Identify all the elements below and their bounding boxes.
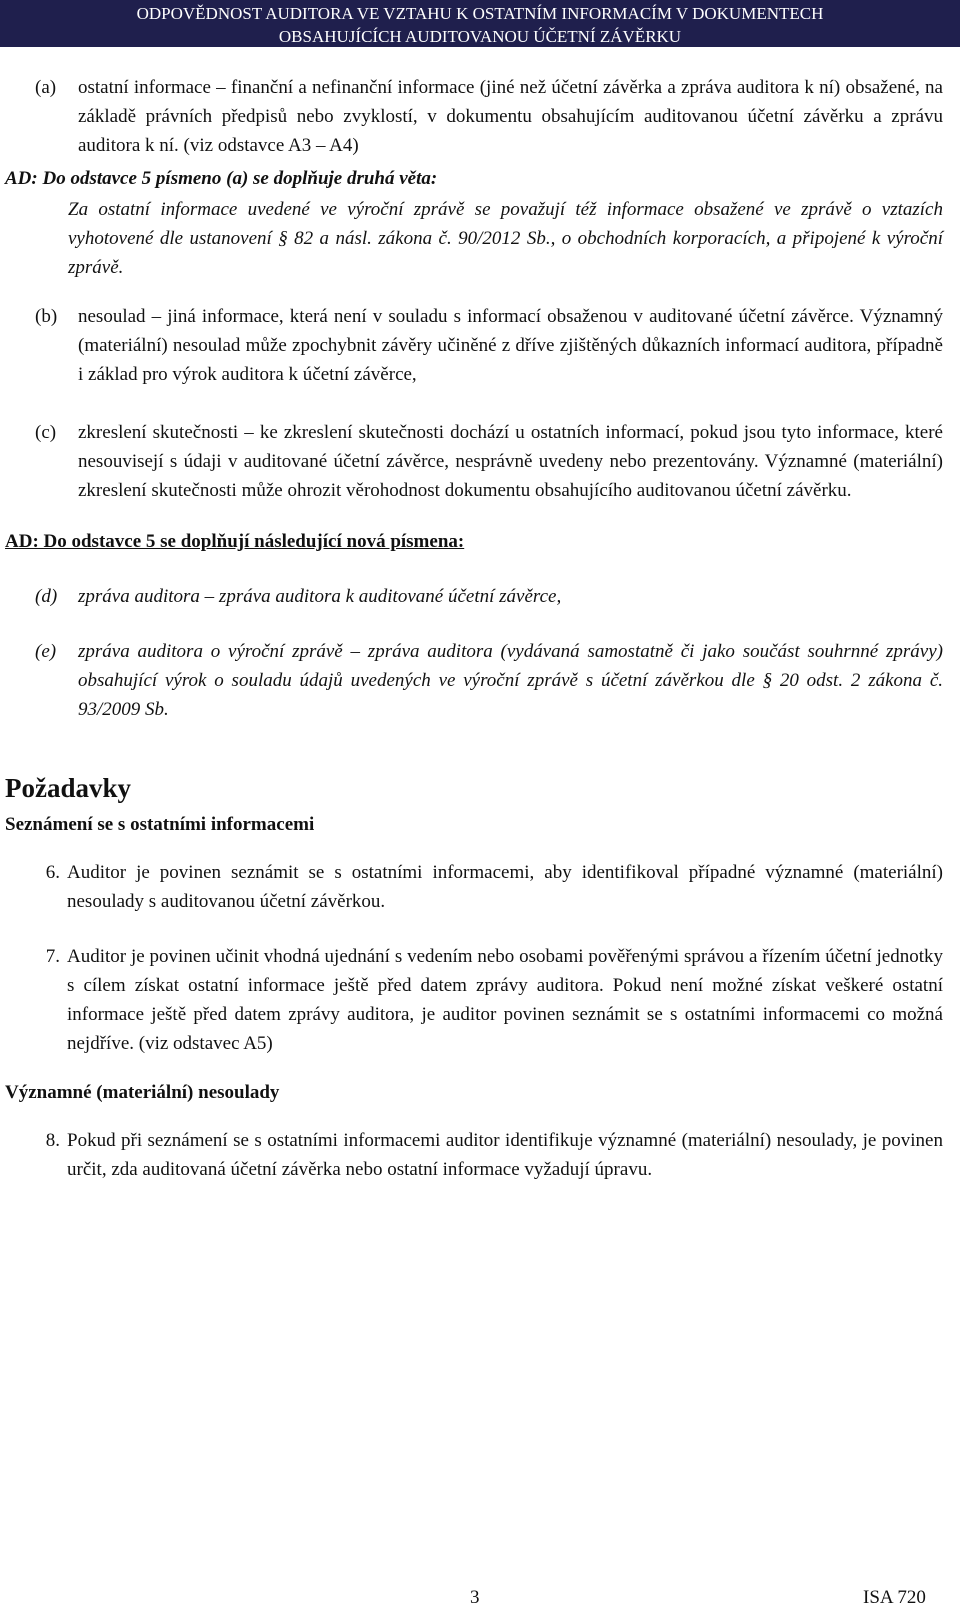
- ad-heading-1: AD: Do odstavce 5 písmeno (a) se doplňuje druhá věta:: [5, 168, 438, 189]
- paragraph-7: [5, 942, 943, 1058]
- definition-d-text: zpráva auditora – zpráva auditora k auditované účetní závěrce,: [78, 586, 562, 607]
- page-number: 3: [470, 1587, 480, 1608]
- paragraph-8-text: Pokud při seznámení se s ostatními informacemi auditor identifikuje významné (materiální) nesoulady, je povinen určit, zda auditovaná účetní závěrka nebo ostatní informace vyžadují úpravu.: [67, 1130, 943, 1180]
- paragraph-8: [5, 1126, 943, 1184]
- definition-c: [5, 418, 943, 505]
- header-line-1: ODPOVĚDNOST AUDITORA VE VZTAHU K OSTATNÍM INFORMACÍM V DOKUMENTECH: [136, 4, 824, 23]
- subsection-title-2: Významné (materiální) nesoulady: [5, 1082, 280, 1103]
- paragraph-6: [5, 858, 943, 916]
- definition-a: [5, 73, 943, 160]
- paragraph-6-text: Auditor je povinen seznámit se s ostatními informacemi, aby identifikoval případné významné (materiální) nesoulady s auditovanou účetní závěrkou.: [67, 862, 943, 912]
- paragraph-6-number: 6.: [45, 862, 60, 883]
- page-body: [0, 73, 960, 1184]
- definition-a-label: (a): [35, 77, 57, 98]
- paragraph-7-text: Auditor je povinen učinit vhodná ujednání s vedením nebo osobami pověřenými správou a řízením účetní jednotky s cílem získat ostatní informace ještě před datem zprávy auditora. Pokud není možné získat veškeré ostatní informace ještě před datem zprávy auditora, je auditor povinen seznámit se s ostatními informacemi co možná nejdříve. (viz odstavec A5): [67, 946, 943, 1054]
- paragraph-7-number: 7.: [45, 946, 60, 967]
- section-title: Požadavky: [5, 773, 132, 803]
- document-header: [0, 0, 960, 47]
- standard-id: ISA 720: [863, 1587, 926, 1608]
- definition-b: [5, 302, 943, 389]
- subsection-title-1: Seznámení se s ostatními informacemi: [5, 814, 315, 835]
- definition-e-label: (e): [35, 641, 57, 662]
- paragraph-8-number: 8.: [45, 1130, 60, 1151]
- ad-text-1: Za ostatní informace uvedené ve výroční zprávě se považují též informace obsažené ve zprávě o vztazích vyhotovené dle ustanovení § 82 a násl. zákona č. 90/2012 Sb., o obchodních korporacích, a připojené k výroční zprávě.: [68, 199, 943, 278]
- definition-b-label: (b): [35, 306, 58, 327]
- definition-d-label: (d): [35, 586, 58, 607]
- definition-e: [5, 637, 943, 724]
- header-line-2: OBSAHUJÍCÍCH AUDITOVANOU ÚČETNÍ ZÁVĚRKU: [278, 27, 682, 46]
- definition-a-text: ostatní informace – finanční a nefinanční informace (jiné než účetní závěrka a zpráva auditora k ní) obsažené, na základě právních předpisů nebo zvyklostí, v dokumentu obsahujícím auditovanou účetní závěrku a zprávu auditora k ní. (viz odstavce A3 – A4): [78, 77, 943, 156]
- definition-c-label: (c): [35, 422, 57, 443]
- ad-heading-2: AD: Do odstavce 5 se doplňují následující nová písmena:: [5, 531, 465, 552]
- definition-c-text: zkreslení skutečnosti – ke zkreslení skutečnosti dochází u ostatních informací, pokud jsou tyto informace, které nesouvisejí s údaji v auditované účetní závěrce, nesprávně uvedeny nebo prezentovány. Významné (materiální) zkreslení skutečnosti může ohrozit věrohodnost dokumentu obsahujícího auditovanou účetní závěrku.: [78, 422, 943, 501]
- definition-e-text: zpráva auditora o výroční zprávě – zpráva auditora (vydávaná samostatně či jako součást souhrnné zprávy) obsahující výrok o souladu údajů uvedených ve výroční zprávě s účetní závěrkou dle § 20 odst. 2 zákona č. 93/2009 Sb.: [78, 641, 943, 720]
- definition-b-text: nesoulad – jiná informace, která není v souladu s informací obsaženou v auditované účetní závěrce. Významný (materiální) nesoulad může zpochybnit závěry učiněné z dříve zjištěných důkazních informací auditora, případně i základ pro výrok auditora k účetní závěrce,: [78, 306, 943, 385]
- definition-d: [5, 582, 943, 611]
